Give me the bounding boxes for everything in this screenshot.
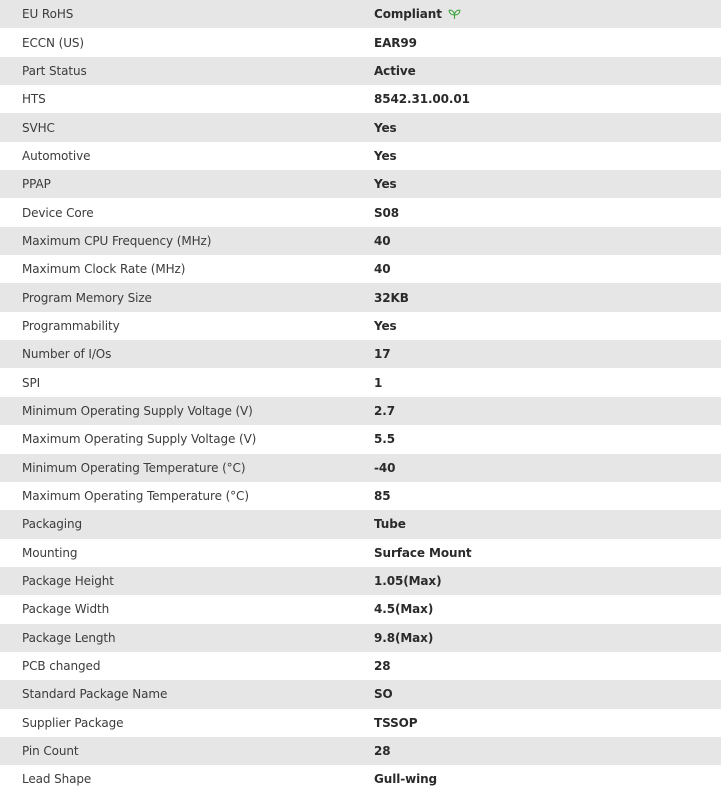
spec-value-text: Active [374, 63, 416, 78]
spec-value-text: 28 [374, 659, 391, 674]
spec-row [0, 595, 721, 623]
spec-value-text: Yes [374, 177, 397, 192]
spec-value [374, 7, 721, 21]
spec-value [374, 574, 721, 588]
spec-label: Pin Count [22, 744, 79, 759]
spec-row [0, 28, 721, 56]
spec-label: EU RoHS [22, 7, 74, 22]
spec-value [374, 206, 721, 220]
spec-value [374, 602, 721, 616]
spec-value-text: 17 [374, 347, 391, 362]
spec-value [374, 631, 721, 645]
spec-value [374, 489, 721, 503]
spec-value [374, 347, 721, 361]
spec-label: Package Height [22, 574, 114, 589]
spec-label: Program Memory Size [22, 290, 152, 305]
spec-label: Lead Shape [22, 772, 92, 787]
spec-row [0, 85, 721, 113]
rohs-leaf-icon [448, 9, 461, 20]
spec-value [374, 546, 721, 560]
spec-value [374, 517, 721, 531]
spec-value-text: 9.8(Max) [374, 630, 434, 645]
spec-row [0, 283, 721, 311]
spec-label: Programmability [22, 318, 120, 333]
spec-label: Standard Package Name [22, 687, 168, 702]
spec-row [0, 170, 721, 198]
spec-value [374, 319, 721, 333]
spec-value-text: EAR99 [374, 35, 417, 50]
spec-value [374, 234, 721, 248]
spec-value [374, 177, 721, 191]
spec-row [0, 765, 721, 793]
spec-row [0, 425, 721, 453]
spec-label: Packaging [22, 517, 83, 532]
spec-row [0, 482, 721, 510]
spec-value [374, 716, 721, 730]
spec-value-text: Compliant [374, 7, 442, 22]
spec-row [0, 142, 721, 170]
spec-row [0, 57, 721, 85]
spec-row [0, 312, 721, 340]
spec-value-text: SO [374, 687, 393, 702]
spec-value-text: -40 [374, 460, 396, 475]
spec-value [374, 64, 721, 78]
spec-label: PPAP [22, 177, 51, 192]
spec-label: Part Status [22, 63, 87, 78]
spec-label: SPI [22, 375, 41, 390]
spec-row [0, 340, 721, 368]
spec-label: Maximum Clock Rate (MHz) [22, 262, 186, 277]
spec-value-text: Gull-wing [374, 772, 438, 787]
spec-value-text: 32KB [374, 290, 409, 305]
spec-value [374, 376, 721, 390]
spec-label: Mounting [22, 545, 78, 560]
spec-value [374, 744, 721, 758]
spec-row [0, 368, 721, 396]
spec-label: Supplier Package [22, 715, 124, 730]
spec-value-text: 28 [374, 744, 391, 759]
spec-row [0, 737, 721, 765]
spec-value [374, 687, 721, 701]
spec-row [0, 709, 721, 737]
spec-value-text: 1.05(Max) [374, 574, 442, 589]
spec-row [0, 255, 721, 283]
spec-value-text: 5.5 [374, 432, 395, 447]
spec-row [0, 0, 721, 28]
spec-row [0, 454, 721, 482]
spec-label: HTS [22, 92, 46, 107]
spec-value-text: Surface Mount [374, 545, 472, 560]
spec-label: Package Length [22, 630, 116, 645]
spec-value-text: Tube [374, 517, 406, 532]
spec-value-text: Yes [374, 120, 397, 135]
spec-row [0, 624, 721, 652]
spec-value-text: 4.5(Max) [374, 602, 434, 617]
spec-row [0, 567, 721, 595]
spec-value [374, 659, 721, 673]
spec-value [374, 121, 721, 135]
spec-value [374, 262, 721, 276]
spec-label: ECCN (US) [22, 35, 84, 50]
spec-row [0, 198, 721, 226]
spec-value [374, 404, 721, 418]
spec-value-text: 2.7 [374, 403, 395, 418]
spec-label: SVHC [22, 120, 55, 135]
spec-row [0, 113, 721, 141]
spec-value [374, 36, 721, 50]
spec-row [0, 652, 721, 680]
spec-value [374, 291, 721, 305]
spec-label: Maximum CPU Frequency (MHz) [22, 233, 212, 248]
spec-value-text: Yes [374, 318, 397, 333]
spec-row [0, 680, 721, 708]
spec-row [0, 539, 721, 567]
spec-value-text: 40 [374, 233, 391, 248]
spec-label: Device Core [22, 205, 94, 220]
spec-value-text: S08 [374, 205, 400, 220]
spec-row [0, 510, 721, 538]
spec-value [374, 772, 721, 786]
spec-value [374, 92, 721, 106]
spec-value-text: 40 [374, 262, 391, 277]
spec-row [0, 227, 721, 255]
spec-label: Package Width [22, 602, 110, 617]
spec-value-text: Yes [374, 148, 397, 163]
spec-label: Automotive [22, 148, 91, 163]
spec-row [0, 397, 721, 425]
spec-label: PCB changed [22, 659, 101, 674]
spec-label: Maximum Operating Temperature (°C) [22, 489, 249, 504]
spec-value-text: 8542.31.00.01 [374, 92, 470, 107]
spec-value-text: 85 [374, 489, 391, 504]
spec-value [374, 461, 721, 475]
spec-label: Minimum Operating Temperature (°C) [22, 460, 246, 475]
spec-value-text: 1 [374, 375, 383, 390]
spec-value [374, 149, 721, 163]
spec-label: Number of I/Os [22, 347, 112, 362]
spec-label: Maximum Operating Supply Voltage (V) [22, 432, 257, 447]
spec-label: Minimum Operating Supply Voltage (V) [22, 403, 253, 418]
spec-value-text: TSSOP [374, 715, 418, 730]
spec-value [374, 432, 721, 446]
